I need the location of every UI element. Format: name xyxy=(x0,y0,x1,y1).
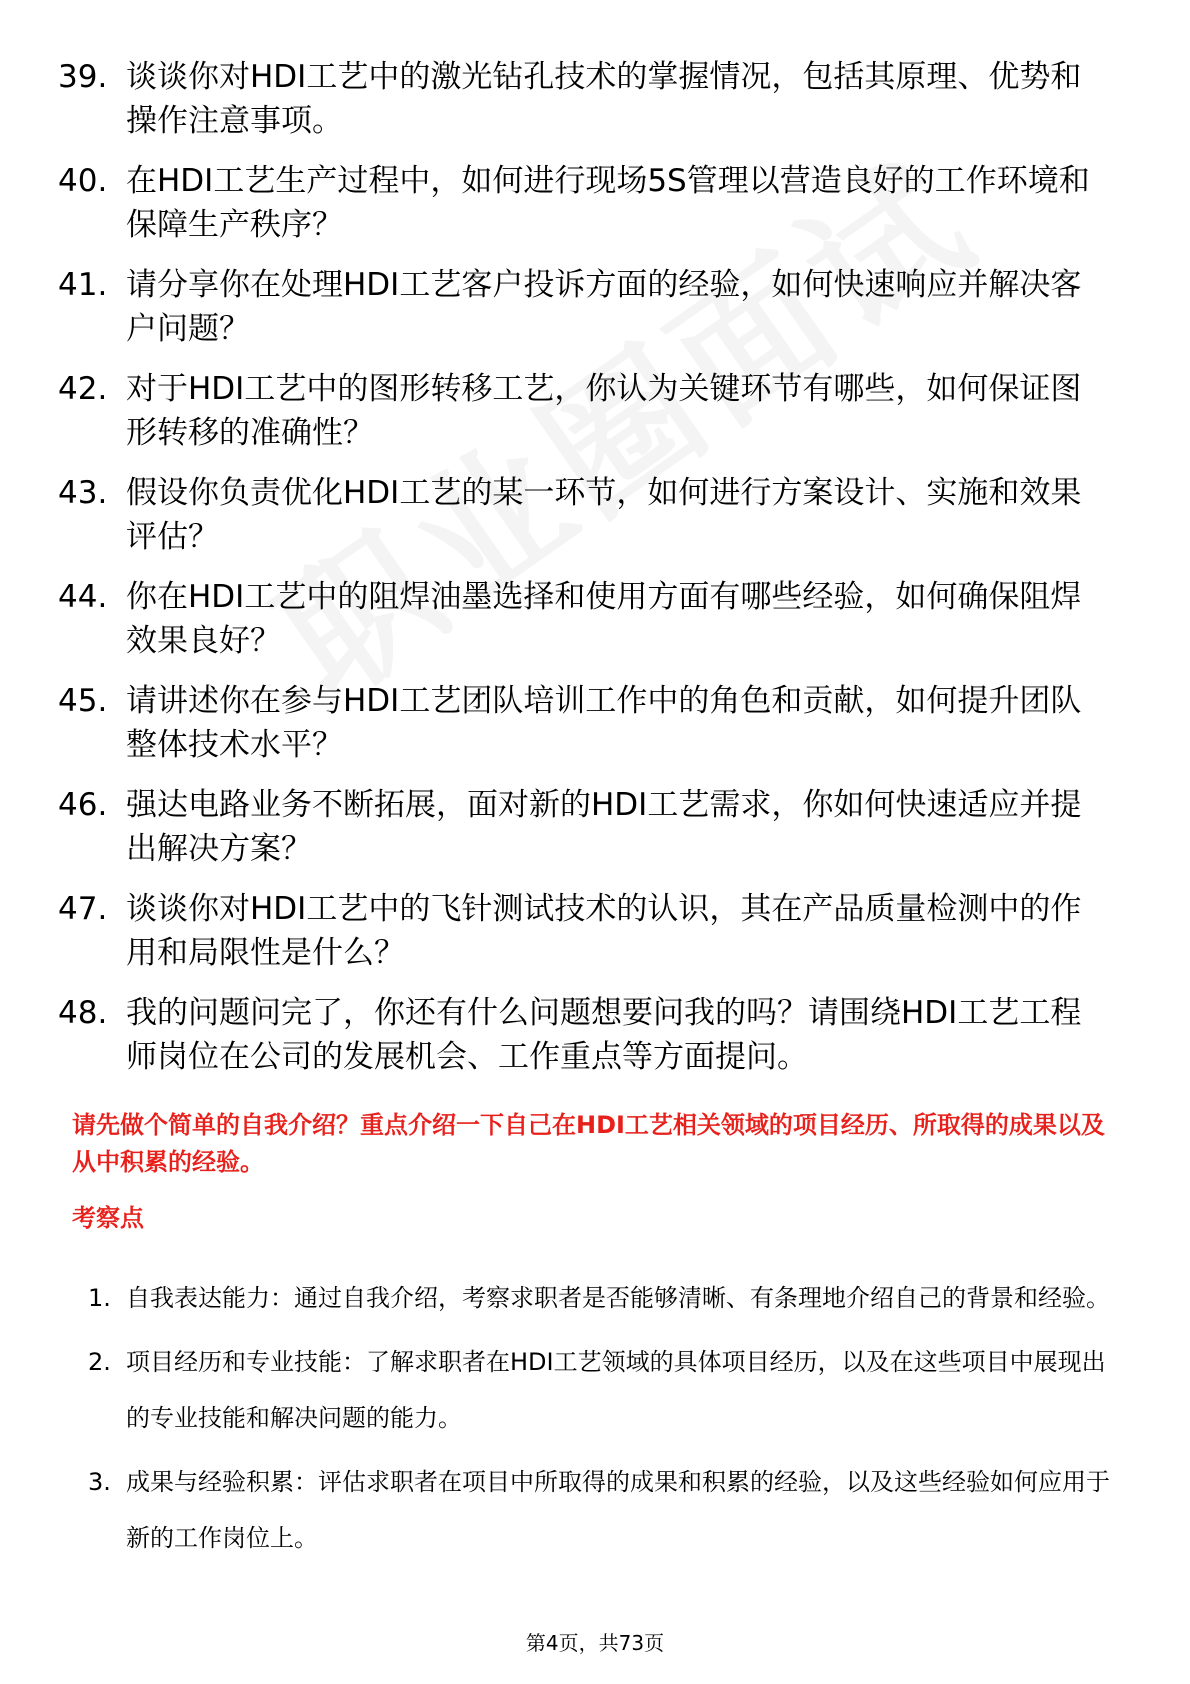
point-number: 1. xyxy=(88,1284,111,1312)
list-item xyxy=(58,55,1108,143)
question-text: 请分享你在处理HDI工艺客户投诉方面的经验，如何快速响应并解决客户问题？ xyxy=(126,267,1082,347)
question-number: 42. xyxy=(58,371,108,407)
list-item xyxy=(58,575,1108,663)
question-number: 39. xyxy=(58,59,108,95)
question-number: 41. xyxy=(58,267,108,303)
list-item xyxy=(58,367,1108,455)
question-number: 43. xyxy=(58,475,108,511)
question-number: 44. xyxy=(58,579,108,615)
question-number: 45. xyxy=(58,683,108,719)
list-item xyxy=(88,1270,1118,1326)
question-list xyxy=(58,55,1108,1095)
question-text: 谈谈你对HDI工艺中的激光钻孔技术的掌握情况，包括其原理、优势和操作注意事项。 xyxy=(126,59,1082,139)
list-item xyxy=(58,471,1108,559)
question-text: 强达电路业务不断拓展，面对新的HDI工艺需求，你如何快速适应并提出解决方案？ xyxy=(126,787,1082,867)
highlight-question: 请先做个简单的自我介绍？重点介绍一下自己在HDI工艺相关领域的项目经历、所取得的成果以及从中积累的经验。 xyxy=(72,1111,1105,1176)
page-footer: 第4页，共73页 xyxy=(525,1631,665,1655)
question-text: 对于HDI工艺中的图形转移工艺，你认为关键环节有哪些，如何保证图形转移的准确性？ xyxy=(126,371,1082,451)
assessment-points-list xyxy=(88,1270,1118,1574)
list-item xyxy=(58,887,1108,975)
point-text: 成果与经验积累：评估求职者在项目中所取得的成果和积累的经验，以及这些经验如何应用于新的工作岗位上。 xyxy=(126,1468,1110,1552)
point-text: 自我表达能力：通过自我介绍，考察求职者是否能够清晰、有条理地介绍自己的背景和经验。 xyxy=(126,1284,1110,1312)
question-text: 请讲述你在参与HDI工艺团队培训工作中的角色和贡献，如何提升团队整体技术水平？ xyxy=(126,683,1082,763)
list-item xyxy=(58,991,1108,1079)
point-number: 2. xyxy=(88,1348,111,1376)
section-heading: 考察点 xyxy=(72,1204,144,1232)
question-text: 你在HDI工艺中的阻焊油墨选择和使用方面有哪些经验，如何确保阻焊效果良好？ xyxy=(126,579,1082,659)
list-item xyxy=(58,783,1108,871)
question-text: 假设你负责优化HDI工艺的某一环节，如何进行方案设计、实施和效果评估？ xyxy=(126,475,1082,555)
question-number: 46. xyxy=(58,787,108,823)
question-number: 48. xyxy=(58,995,108,1031)
question-number: 47. xyxy=(58,891,108,927)
point-number: 3. xyxy=(88,1468,111,1496)
list-item xyxy=(58,159,1108,247)
question-number: 40. xyxy=(58,163,108,199)
question-text: 我的问题问完了，你还有什么问题想要问我的吗？请围绕HDI工艺工程师岗位在公司的发展机会、工作重点等方面提问。 xyxy=(126,995,1082,1075)
question-text: 在HDI工艺生产过程中，如何进行现场5S管理以营造良好的工作环境和保障生产秩序？ xyxy=(126,163,1090,243)
question-text: 谈谈你对HDI工艺中的飞针测试技术的认识，其在产品质量检测中的作用和局限性是什么？ xyxy=(126,891,1082,971)
list-item xyxy=(58,263,1108,351)
list-item xyxy=(58,679,1108,767)
point-text: 项目经历和专业技能：了解求职者在HDI工艺领域的具体项目经历，以及在这些项目中展现出的专业技能和解决问题的能力。 xyxy=(126,1348,1106,1432)
list-item xyxy=(88,1454,1118,1566)
list-item xyxy=(88,1334,1118,1446)
